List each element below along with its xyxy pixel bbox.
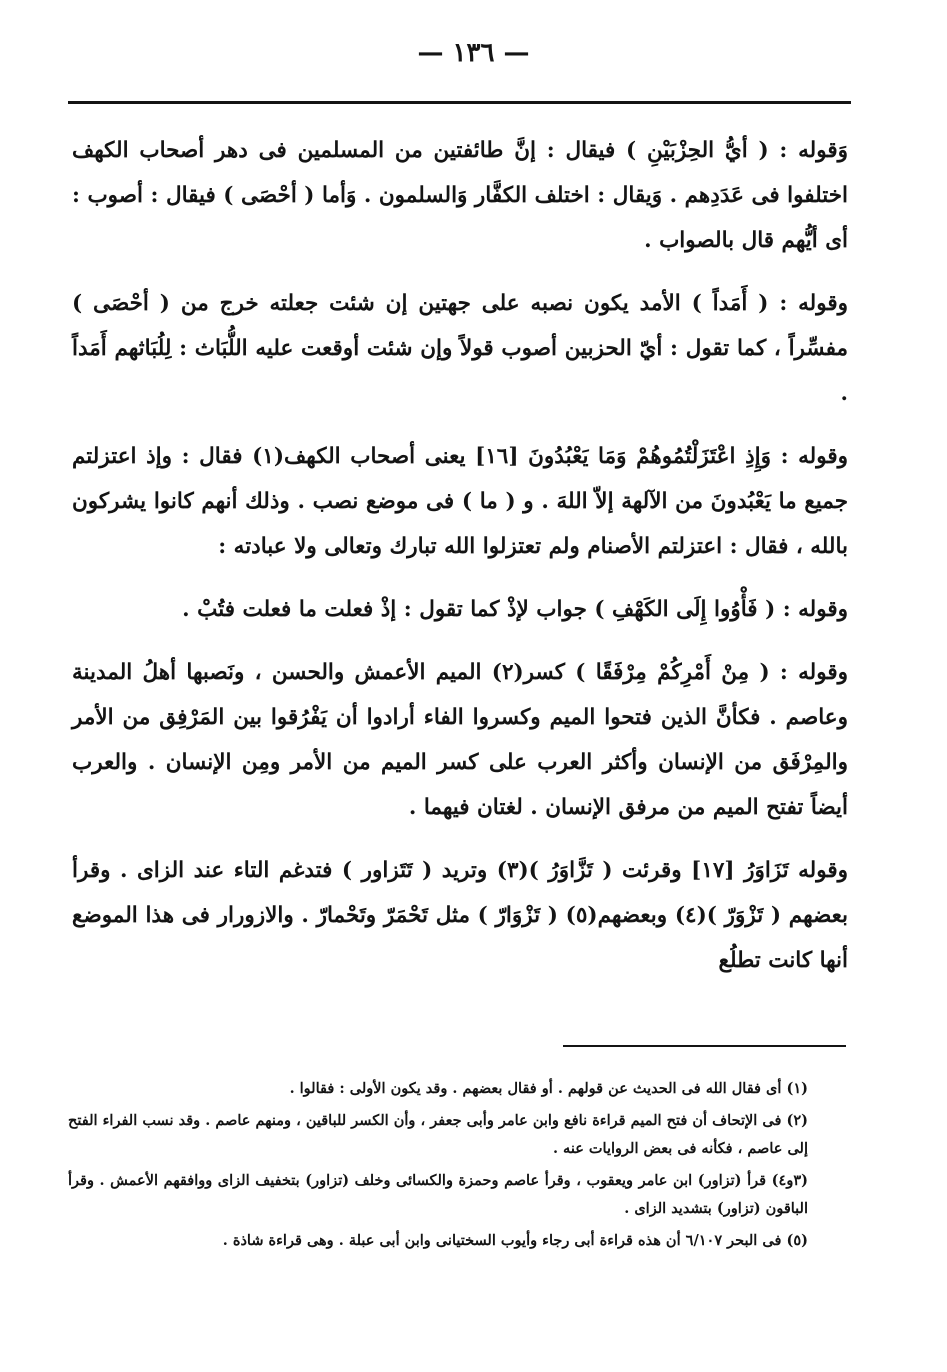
- footnote-2: (٢) فى الإتحاف أن فتح الميم قراءة نافع وابن عامر وأبى جعفر ، وأن الكسر للباقين ، ومنهم عاصم . وقد نسب الفراء الفتح إلى عاصم ، فكأنه فى بعض الروايات عنه .: [68, 1112, 808, 1157]
- paragraph-ayyu-al-hizbayn: وَقوله : ( أيُّ الحِزْبَيْنِ ) فيقال : إنَّ طائفتين من المسلمين فى دهر أصحاب الكهف اختلفوا فى عَدَدِهم . وَيقال : اختلف الكفَّار وَالسلمون . وَأما ( أحْصَى ) فيقال : أصوب : أى أيُّهم قال بالصواب .: [72, 138, 848, 253]
- footnote-5: (٥) فى البحر ٦/١٠٧ أن هذه قراءة أبى رجاء وأيوب السختيانى وابن أبى عبلة . وهى قراءة شاذة .: [222, 1232, 808, 1249]
- paragraph-tazawaru: وقوله تَزَاوَرُ [١٧] وقرئت ( تَزَّاوَرُ )(٣) وتريد ( تَتَزاور ) فتدغم التاء عند الزاى . وقرأ بعضهم ( تَزْوَرّ )(٤) وبعضهم(٥) ( تَزْوَارّ ) مثل تَحْمَرّ وتَحْمارّ . والازورار فى هذا الموضع أنها كانت تطلُع: [72, 858, 848, 973]
- paragraph-amadan: وقوله : ( أَمَداً ) الأمد يكون نصبه على جهتين إن شئت جعلته خرج من ( أحْصَى ) مفسِّراً ، كما تقول : أيّ الحزبين أصوب قولاً وإن شئت أوقعت عليه اللُّبَاث : لِلُبَاثهم أَمَداً .: [72, 291, 848, 406]
- footnote-divider: [563, 1045, 846, 1047]
- footnote-3-4: (٣و٤) قرأ (تزاور) ابن عامر ويعقوب ، وقرأ عاصم وحمزة والكسائى وخلف (تزاور) بتخفيف الزاى ووافقهم الأعمش . وقرأ الباقون (تزاور) بتشديد الزاى .: [68, 1172, 808, 1217]
- page-number: — ١٣٦ —: [417, 38, 530, 68]
- paragraph-fa-wu-ila-al-kahf: وقوله : ( فَأْوُوا إِلَى الكَهْفِ ) جواب لإذْ كما تقول : إذْ فعلت ما فعلت فتُبْ .: [182, 597, 848, 622]
- header-divider: [68, 101, 851, 104]
- paragraph-mirfaqan: وقوله : ( مِنْ أَمْرِكُمْ مِرْفَقًا ) كسر(٢) الميم الأعمش والحسن ، ونَصبها أهلُ المدينة وعاصم . فكأنَّ الذين فتحوا الميم وكسروا الفاء أرادوا أن يَفْرُقوا بين المَرْفِق من الأمر والمِرْفَق من الإنسان وأكثر العرب على كسر الميم من الأمر ومِن الإنسان . والعرب أيضاً تفتح الميم من مرفق الإنسان . لغتان فيهما .: [72, 660, 848, 820]
- footnotes-section: [68, 1075, 846, 1259]
- main-text: [72, 128, 848, 1001]
- paragraph-wa-idh-itazaltumuhum: وقوله : وَإِذِ اعْتَزَلْتُمُوهُمْ وَمَا يَعْبُدُونَ [١٦] يعنى أصحاب الكهف(١) فقال : وإذ اعتزلتم جميع ما يَعْبُدونَ من الآلهة إلاّ اللهَ . و ( ما ) فى موضع نصب . وذلك أنهم كانوا يشركون بالله ، فقال : اعتزلتم الأصنام ولم تعتزلوا الله تبارك وتعالى ولا عبادته :: [72, 444, 849, 559]
- footnote-1: (١) أى فقال الله فى الحديث عن قولهم . أو فقال بعضهم . وقد يكون الأولى : فقالوا .: [289, 1080, 808, 1097]
